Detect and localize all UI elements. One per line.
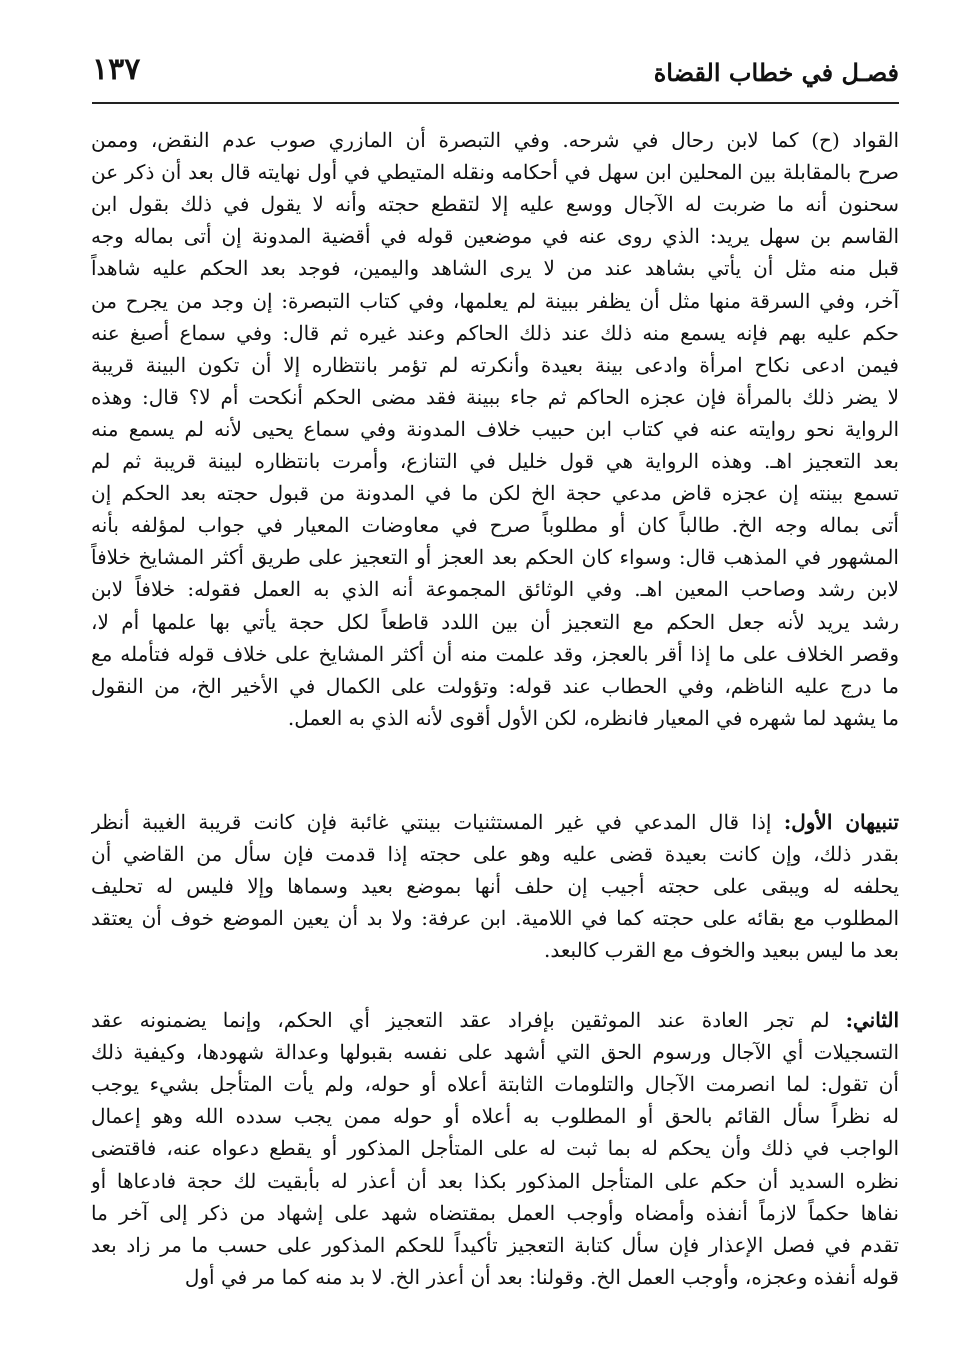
line-text: ما يشهد لما شهره في المعيار فانظره، لكن الأول أقوى لأنه الذي به العمل. bbox=[287, 705, 899, 730]
line-text: المطلوب مع بقائه على حجته كما في اللامية. ابن عرفة: ولا بد أن يعين الموضع خوف أن يعتقد bbox=[91, 906, 899, 931]
text-line bbox=[91, 698, 899, 738]
text-line bbox=[91, 1257, 899, 1297]
line-text: تسمع بينته إن عجزه قاض مدعي حجة الخ لكن ما في المدونة من قبول حجته بعد الحكم إن bbox=[91, 481, 899, 506]
line-text: بعد ما ليس ببعيد والخوف مع القرب كالبعد. bbox=[544, 938, 899, 963]
line-text: الواجب في ذلك وأن يحكم له بما ثبت له على المتأجل المذكور أو يقطع دعواه عنه، فاقتضى bbox=[91, 1136, 899, 1161]
line-text: سحنون أنه ما ضربت له الآجال ووسع عليه إلا لتقطع حجته وأنه لا يقول في ذلك بقول ابن bbox=[91, 192, 899, 217]
line-text: أن تقول: لما انصرمت الآجال والتلومات الثابتة أعلاه أو حوله، ولم يأت المتأجل بشيء يوجب bbox=[91, 1072, 899, 1097]
line-text: لم تجر العادة عند الموثقين بإفراد عقد التعجيز أي الحكم، وإنما يضمنونه عقد bbox=[91, 1008, 830, 1032]
line-text: القواد (ح) كما لابن رحال في شرحه. وفي التبصرة أن المازري صوب عدم النقض، وممن bbox=[91, 128, 899, 152]
line-text: إذا قال المدعي في غير المستثنيات بينتي غائبة فإن كانت قريبة الغيبة أنظر bbox=[91, 810, 772, 834]
line-text: لابن رشد وصاحب المعين اهـ. وفي الوثائق المجموعة أنه الذي به العمل فقوله: خلافاً لابن bbox=[91, 577, 899, 602]
line-text: حكم عليه بهم فإنه يسمع منه ذلك عند ذلك الحاكم وعند غيره ثم قال: وفي سماع أصبغ عنه bbox=[91, 320, 899, 345]
line-text: وقصر الخلاف على ما إذا أقر بالعجز، وقد علمت منه أن أكثر المشايخ على خلاف قوله فتأمله مع bbox=[91, 641, 899, 666]
line-text: بعد التعجيز اهـ. وهذه الرواية هي قول خليل في التنازع، وأمرت بانتظاره لبينة قريبة ثم لم bbox=[91, 449, 899, 473]
line-text: لا يضر ذلك بالمرأة فإن عجزه الحاكم ثم جاء ببينة فقد مضى الحكم أنكحت أم لا؟ قال: وهذه bbox=[91, 384, 899, 409]
line-text: التسجيلات أي الآجال ورسوم الحق التي أشهد على نفسه بقبولها وعدالة شهودها، وكيفية ذلك bbox=[91, 1040, 899, 1065]
line-text: المشهور في المذهب قال: وسواء كان الحكم بعد العجز أو التعجيز على طريق أكثر المشايخ خلافاً bbox=[91, 545, 899, 570]
line-text: قوله أنفذه وعجزه، وأوجب العمل الخ. وقولنا: بعد أن أعذر الخ. لا بد منه كما مر في أول bbox=[184, 1264, 899, 1289]
line-text: فيمن ادعى نكاح امرأة وادعى بينة بعيدة وأنكرته لم تؤمر بانتظاره إلا أن تكون البينة قريبة bbox=[91, 352, 899, 377]
line-text: له نظراً سأل القائم بالحق أو المطلوب به أعلاه أو حوله ممن يجب سدده الله وهو إعمال bbox=[91, 1104, 899, 1129]
line-text: نفاها حكماً لازماً أنفذه وأمضاه وأوجب العمل بمقتضاه شهد على إشهاد من ذكر إلى آخر ما bbox=[91, 1200, 899, 1225]
line-text: أتى بماله وجه الخ. طالباً كان أو مطلوباً صرح في معاوضات المعيار في جواب لمؤلفه بأنه bbox=[91, 513, 899, 538]
line-text: نظره السديد أن حكم على المتأجل المذكور بكذا بعد أن أعذر له بأبقيت لك حجة فادعاها أو bbox=[91, 1168, 899, 1193]
section-label: تنبيهان الأول: bbox=[783, 810, 899, 834]
text-line bbox=[91, 930, 899, 970]
line-text: الرواية نحو روايته عنه في كتاب ابن حبيب خلاف المدونة وفي سماع يحيى لأنه لم يسمع منه bbox=[91, 416, 899, 441]
header-divider bbox=[92, 102, 899, 104]
line-text: بقدر ذلك، وإن كانت بعيدة قضى عليه وهو على حجته إذا قدمت فإن سأل من القاضي أن bbox=[91, 842, 899, 867]
line-text: ما درج عليه الناظم، وفي الحطاب عند قوله: وتؤولت على الكمال في الأخير الخ، من النقول bbox=[91, 673, 899, 698]
line-text: صرح بالمقابلة بين المحلين ابن سهل في أحكامه ونقله المتيطي في أول نهايته قال بعد أن ذكر عن bbox=[91, 160, 899, 185]
section-label: الثاني: bbox=[845, 1008, 899, 1032]
line-text: يحلفه له ويبقى على حجته أجيب إن حلف أنها بموضع بعيد وسماها وإلا فليس له تحليف bbox=[91, 874, 899, 899]
line-text: قبل منه مثل أن يأتي بشاهد عند من لا يرى الشاهد واليمين، فوجد بعد الحكم عليه شاهداً bbox=[91, 256, 899, 281]
page-number: ١٣٧ bbox=[92, 52, 141, 87]
running-header bbox=[92, 44, 899, 100]
line-text: آخر، وفي السرقة منها مثل أن يظفر ببينة لم يعلمها، وفي كتاب التبصرة: إن وجد من يجرح من bbox=[91, 288, 899, 313]
chapter-title: فصـل في خطاب القضاة bbox=[653, 58, 899, 87]
line-text: تقدم في فصل الإعذار فإن سأل كتابة التعجيز تأكيداً للحكم المذكور على حسب ما مر زاد بعد bbox=[91, 1232, 899, 1257]
line-text: رشد يريد لأنه جعل الحكم مع التعجيز أن بين اللدد قاطعاً لكل حجة يأتي بها علمها أم لا، bbox=[91, 609, 899, 634]
line-text: القاسم بن سهل يريد: الذي روى عنه في موضعين قوله في أقضية المدونة إن أتى بماله وجه bbox=[91, 224, 899, 249]
